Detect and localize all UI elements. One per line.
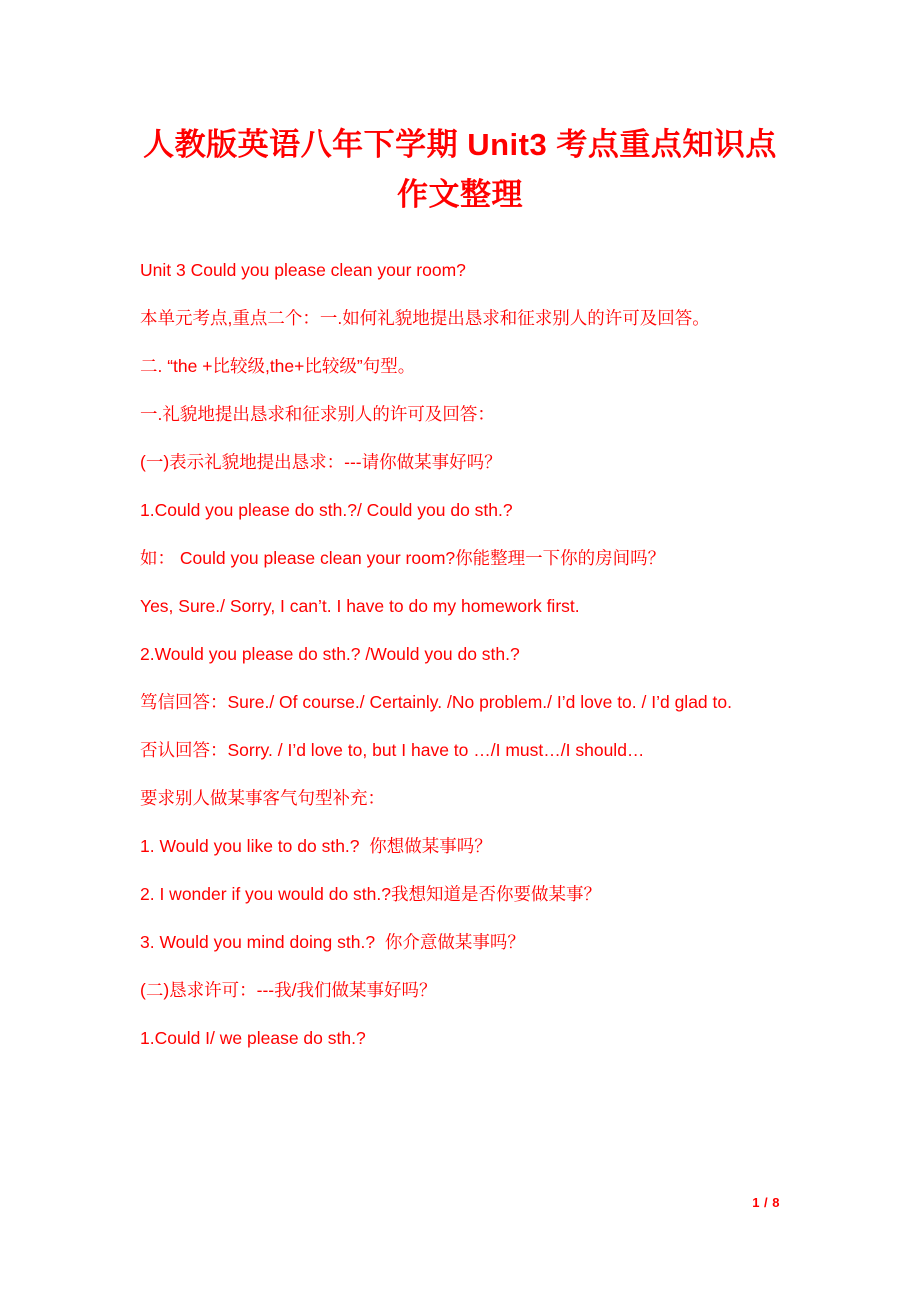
paragraph: 2.Would you please do sth.? /Would you do sth.? <box>140 644 520 664</box>
paragraph: (二)恳求许可：---我/我们做某事好吗？ <box>140 980 437 1000</box>
paragraph: 如： Could you please clean your room?你能整理一下你的房间吗？ <box>140 548 666 568</box>
paragraph: 2. I wonder if you would do sth.?我想知道是否你要做某事？ <box>140 884 601 904</box>
document-body <box>140 246 780 1062</box>
paragraph: Yes, Sure./ Sorry, I can’t. I have to do my homework first. <box>140 596 580 616</box>
paragraph: 1. Would you like to do sth.? 你想做某事吗？ <box>140 836 492 856</box>
paragraph: 本单元考点,重点二个：一.如何礼貌地提出恳求和征求别人的许可及回答。 <box>140 308 710 328</box>
paragraph: Unit 3 Could you please clean your room? <box>140 260 466 280</box>
paragraph: 笃信回答：Sure./ Of course./ Certainly. /No problem./ I’d love to. / I’d glad to. <box>140 692 732 712</box>
paragraph: 1.Could I/ we please do sth.? <box>140 1028 366 1048</box>
paragraph: (一)表示礼貌地提出恳求：---请你做某事好吗？ <box>140 452 502 472</box>
paragraph: 要求别人做某事客气句型补充： <box>140 788 385 808</box>
page-number: 1 / 8 <box>752 1195 780 1210</box>
paragraph: 1.Could you please do sth.?/ Could you do sth.? <box>140 500 513 520</box>
paragraph: 否认回答：Sorry. / I’d love to, but I have to …/I must…/I should… <box>140 740 645 760</box>
paragraph: 3. Would you mind doing sth.? 你介意做某事吗？ <box>140 932 525 952</box>
page-title: 人教版英语八年下学期 Unit3 考点重点知识点作文整理 <box>143 127 777 212</box>
paragraph: 二. “the +比较级,the+比较级”句型。 <box>140 356 416 376</box>
paragraph: 一.礼貌地提出恳求和征求别人的许可及回答： <box>140 404 495 424</box>
